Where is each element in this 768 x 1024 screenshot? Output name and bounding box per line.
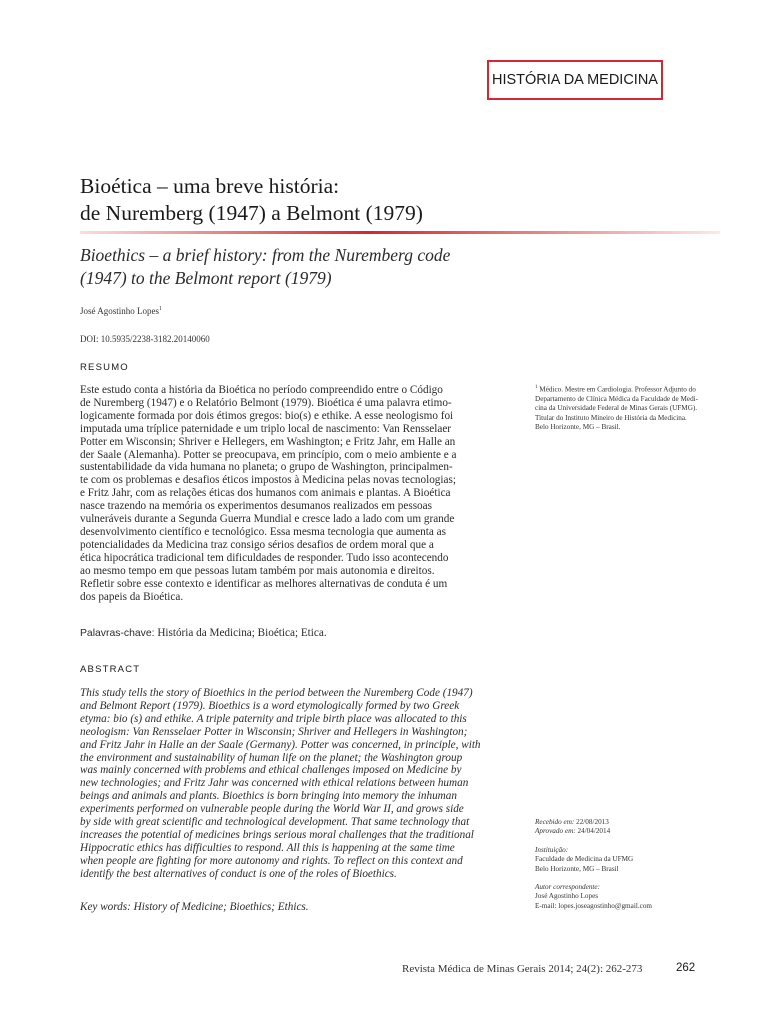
section-label-box [487, 60, 663, 100]
keywords-en: History of Medicine; Bioethics; Ethics. [133, 901, 309, 913]
received-label: Recebido em: [535, 818, 575, 826]
resumo-line: Refletir sobre esse contexto e identificar as melhores alternativas de conduta é um [80, 577, 448, 590]
doi: DOI: 10.5935/2238-3182.20140060 [80, 334, 210, 344]
affiliation-line: Médico. Mestre em Cardiologia. Professor Adjunto do [539, 385, 696, 394]
resumo-line: ética hipocrática tradicional tem dificuldades de responder. Tudo isso acontecendo [80, 551, 449, 564]
resumo-line: vulneráveis durante a Segunda Guerra Mundial e cresce lado a lado com um grande [80, 513, 455, 526]
abstract-line: Hippocratic ethics has difficulties to respond. All this is happening at the same time [80, 841, 455, 854]
abstract-line: and Belmont Report (1979). Bioethics is a word etymologically formed by two Greek [80, 699, 460, 712]
approved-date: 24/04/2014 [577, 827, 611, 836]
abstract-heading: ABSTRACT [80, 664, 141, 675]
author-name: José Agostinho Lopes [80, 306, 160, 316]
received-date: 22/08/2013 [576, 818, 609, 826]
keywords-pt: História da Medicina; Bioética; Etica. [157, 627, 327, 639]
title-en-line-2: (1947) to the Belmont report (1979) [80, 268, 332, 288]
affiliation-line: cina da Universidade Federal de Minas Gerais (UFMG). [535, 404, 698, 413]
title-divider [80, 231, 720, 234]
resumo-heading: RESUMO [80, 362, 129, 373]
abstract-line: by side with great scientific and technological development. That same technology that [80, 816, 470, 829]
title-en-line-1: Bioethics – a brief history: from the Nuremberg code [80, 245, 451, 265]
resumo-line: dos papeis da Bioética. [80, 590, 184, 603]
abstract-line: increases the potential of medicines brings serious moral challenges that the traditional [80, 828, 474, 841]
resumo-line: sustentabilidade da vida humana no planeta; o grupo de Washington, principalmen- [80, 461, 453, 474]
abstract-line: was mainly concerned with problems and ethical challenges imposed on Medicine by [80, 764, 462, 777]
dates-block [535, 818, 735, 837]
article-title-en [80, 244, 600, 290]
resumo-line: potencialidades da Medicina traz consigo sérios desafios de ordem moral que a [80, 538, 434, 551]
resumo-line: e Fritz Jahr, com as relações éticas dos humanos com animais e plantas. A Bioética [80, 487, 451, 500]
author-affiliation-note [535, 383, 735, 432]
resumo-line: ao mesmo tempo em que pessoas lutam também por mais autonomia e direitos. [80, 564, 435, 577]
resumo-line: Este estudo conta a história da Bioética no período compreendido entre o Código [80, 384, 443, 396]
abstract-line: and Fritz Jahr in Halle an der Saale (Germany). Potter was concerned, in principle, with [80, 738, 481, 751]
page-number: 262 [676, 962, 696, 974]
resumo-line: de Nuremberg (1947) e o Relatório Belmont (1979). Bioética é uma palavra etimo- [80, 396, 452, 409]
keywords-label-pt: Palavras-chave: [80, 628, 155, 639]
abstract-line: the environment and sustainability of human life on the planet; the Washington group [80, 751, 463, 764]
affiliation-marker: 1 [535, 385, 538, 390]
resumo-line: nasce trazendo na memória os experimentos desumanos realizados em pessoas [80, 500, 432, 513]
abstract-line: This study tells the story of Bioethics in the period between the Nuremberg Code (1947) [80, 687, 473, 699]
section-label: HISTÓRIA DA MEDICINA [492, 72, 658, 88]
abstract-line: new technologies; and Fritz Jahr was concerned with ethical relations between human [80, 777, 469, 790]
title-pt-line-2: de Nuremberg (1947) a Belmont (1979) [80, 201, 423, 225]
resumo-keywords [80, 627, 518, 640]
institution-block [535, 846, 735, 874]
abstract-line: experiments performed on vulnerable people during the World War II, and grows side [80, 803, 464, 816]
abstract-keywords [80, 901, 520, 914]
article-title-pt [80, 173, 600, 227]
journal-citation: Revista Médica de Minas Gerais 2014; 24(2): 262-273 [402, 963, 643, 975]
abstract-line: neologism: Van Rensselaer Potter in Wisconsin; Shriver and Hellegers in Washington; [80, 725, 468, 738]
resumo-line: Potter em Wisconsin; Shriver e Hellegers, em Washington; e Fritz Jahr, em Halle an [80, 435, 456, 448]
affiliation-line: Departamento de Clínica Médica da Faculdade de Medi- [535, 394, 699, 403]
approved-label: Aprovado em: [535, 827, 576, 836]
correspondence-block [535, 883, 735, 911]
title-pt-line-1: Bioética – uma breve história: [80, 174, 340, 198]
correspondence-label: Autor correspondente: [535, 883, 601, 891]
author-line [80, 306, 162, 316]
abstract-body [80, 687, 520, 881]
correspondence-email: E-mail: lopes.joseagostinho@gmail.com [535, 901, 653, 910]
affiliation-line: Titular do Instituto Mineiro de História da Medicina. [535, 413, 687, 422]
resumo-line: te com os problemas e desafios éticos impostos à Medicina pelas novas tecnologias; [80, 474, 456, 487]
institution-label: Instituição: [535, 846, 569, 854]
institution-line: Belo Horizonte, MG – Brasil [535, 864, 619, 873]
abstract-line: etyma: bio (s) and ethike. A triple paternity and triple birth place was allocated to this [80, 712, 467, 725]
abstract-line: when people are fighting for more autonomy and rights. To reflect on this context and [80, 854, 463, 867]
resumo-line: der Saale (Alemanha). Potter se preocupava, em princípio, com o meio ambiente e a [80, 448, 457, 461]
institution-line: Faculdade de Medicina da UFMG [535, 855, 634, 864]
correspondence-name: José Agostinho Lopes [535, 892, 599, 901]
resumo-line: imputada uma tríplice paternidade e um triplo local de nascimento: Van Rensselaer [80, 422, 452, 435]
affiliation-line: Belo Horizonte, MG – Brasil. [535, 423, 621, 432]
abstract-line: beings and animals and plants. Bioethics is born bringing into memory the inhuman [80, 790, 457, 803]
author-affiliation-marker: 1 [159, 306, 163, 312]
abstract-line: identify the best alternatives of conduct is one of the roles of Bioethics. [80, 867, 397, 880]
resumo-line: logicamente formada por dois étimos gregos: bio(s) e ethike. A esse neologismo foi [80, 409, 454, 422]
resumo-body [80, 384, 518, 603]
keywords-label-en: Key words: [80, 901, 131, 913]
resumo-line: desenvolvimento científico e tecnológico. Essa mesma tecnologia que aumenta as [80, 525, 446, 538]
